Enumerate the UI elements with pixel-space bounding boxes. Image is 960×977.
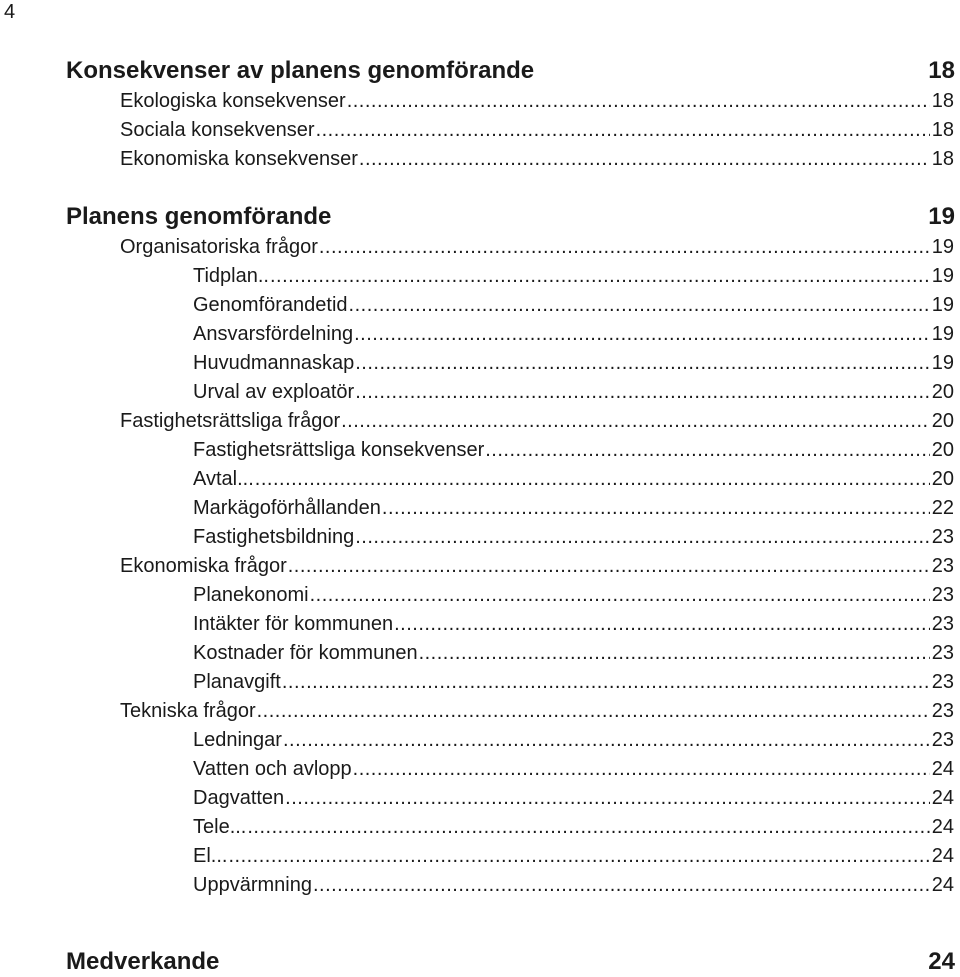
- toc-entry-page: 20: [931, 468, 954, 490]
- toc-entry-label: Planekonomi: [193, 584, 309, 606]
- toc-entry-label: El...: [193, 845, 228, 867]
- toc-entry[interactable]: [120, 697, 954, 726]
- dot-leader: [419, 639, 930, 668]
- toc-entry-page: 18: [931, 119, 954, 141]
- toc-entry[interactable]: [193, 668, 954, 697]
- page-number: 4: [4, 1, 16, 23]
- toc-entry-page: 20: [931, 439, 954, 461]
- dot-leader: [354, 320, 930, 349]
- dot-leader: [353, 755, 930, 784]
- toc-entry[interactable]: [193, 291, 954, 320]
- toc-entry-page: 23: [931, 642, 954, 664]
- dot-leader: [257, 697, 930, 726]
- toc-entry-label: Ekonomiska konsekvenser: [120, 148, 358, 170]
- toc-entry-page: 19: [931, 294, 954, 316]
- dot-leader: [282, 668, 930, 697]
- dot-leader: [355, 523, 930, 552]
- dot-leader: [313, 871, 930, 900]
- toc-entry-page: 23: [931, 700, 954, 722]
- toc-entry[interactable]: [193, 494, 954, 523]
- toc-entry[interactable]: [193, 262, 954, 291]
- dot-leader: [285, 784, 930, 813]
- toc-entry-page: 19: [931, 352, 954, 374]
- toc-entry-page: 24: [931, 874, 954, 896]
- section-page-number: 24: [928, 948, 955, 975]
- toc-entry-page: 22: [931, 497, 954, 519]
- dot-leader: [228, 842, 929, 871]
- toc-entry-label: Tidplan..: [193, 265, 269, 287]
- toc-entry-label: Planavgift: [193, 671, 281, 693]
- dot-leader: [394, 610, 930, 639]
- section-page-number: 18: [928, 57, 955, 84]
- toc-entry-label: Avtal...: [193, 468, 254, 490]
- toc-entry[interactable]: [120, 233, 954, 262]
- dot-leader: [355, 378, 930, 407]
- dot-leader: [485, 436, 930, 465]
- dot-leader: [347, 87, 930, 116]
- toc-entry[interactable]: [193, 871, 954, 900]
- toc-entry-label: Organisatoriska frågor: [120, 236, 318, 258]
- toc-entry-label: Ekologiska konsekvenser: [120, 90, 346, 112]
- toc-entry[interactable]: [193, 842, 954, 871]
- toc-section-heading[interactable]: [66, 202, 955, 232]
- toc-entry-page: 20: [931, 410, 954, 432]
- toc-entry[interactable]: [193, 523, 954, 552]
- toc-entry-label: Dagvatten: [193, 787, 285, 809]
- toc-entry-page: 19: [931, 323, 954, 345]
- toc-entry-label: Tekniska frågor: [120, 700, 256, 722]
- dot-leader: [316, 116, 930, 145]
- section-page-number: 19: [928, 203, 955, 230]
- toc-entry[interactable]: [193, 320, 954, 349]
- dot-leader: [355, 349, 930, 378]
- toc-entry-page: 24: [931, 845, 954, 867]
- dot-leader: [270, 262, 930, 291]
- toc-entry-page: 20: [931, 381, 954, 403]
- toc-entry-label: Fastighetsrättsliga konsekvenser: [193, 439, 485, 461]
- toc-entry-page: 24: [931, 816, 954, 838]
- toc-entry-label: Ledningar: [193, 729, 282, 751]
- toc-entry-label: Fastighetsrättsliga frågor: [120, 410, 341, 432]
- toc-entry-page: 19: [931, 236, 954, 258]
- toc-entry[interactable]: [193, 784, 954, 813]
- toc-entry-page: 23: [931, 729, 954, 751]
- dot-leader: [255, 465, 930, 494]
- dot-leader: [341, 407, 930, 436]
- toc-entry-label: Uppvärmning: [193, 874, 312, 896]
- dot-leader: [349, 291, 930, 320]
- toc-entry-label: Sociala konsekvenser: [120, 119, 315, 141]
- toc-entry-page: 18: [931, 90, 954, 112]
- toc-entry-label: Tele...: [193, 816, 247, 838]
- toc-entry[interactable]: [120, 145, 954, 174]
- toc-section-heading[interactable]: [66, 947, 955, 977]
- toc-entry-page: 24: [931, 758, 954, 780]
- section-title: Medverkande: [66, 948, 220, 975]
- dot-leader: [359, 145, 930, 174]
- toc-section-heading[interactable]: [66, 56, 955, 86]
- toc-entry-label: Markägoförhållanden: [193, 497, 381, 519]
- dot-leader: [247, 813, 929, 842]
- toc-entry-page: 24: [931, 787, 954, 809]
- dot-leader: [288, 552, 930, 581]
- toc-entry-label: Ekonomiska frågor: [120, 555, 287, 577]
- toc-entry-label: Vatten och avlopp: [193, 758, 352, 780]
- toc-entry-page: 23: [931, 584, 954, 606]
- toc-entry[interactable]: [193, 581, 954, 610]
- toc-entry-page: 23: [931, 526, 954, 548]
- toc-entry[interactable]: [120, 116, 954, 145]
- section-title: Planens genomförande: [66, 203, 332, 230]
- section-title: Konsekvenser av planens genomförande: [66, 57, 535, 84]
- toc-entry[interactable]: [193, 378, 954, 407]
- toc-entry[interactable]: [193, 755, 954, 784]
- dot-leader: [283, 726, 930, 755]
- toc-entry[interactable]: [193, 813, 954, 842]
- dot-leader: [382, 494, 930, 523]
- toc-entry-page: 23: [931, 555, 954, 577]
- dot-leader: [310, 581, 930, 610]
- toc-entry-page: 23: [931, 671, 954, 693]
- toc-entry-label: Urval av exploatör: [193, 381, 355, 403]
- toc-entry-label: Fastighetsbildning: [193, 526, 355, 548]
- toc-entry[interactable]: [193, 436, 954, 465]
- toc-entry[interactable]: [193, 349, 954, 378]
- toc-entry[interactable]: [193, 726, 954, 755]
- toc-entry-label: Intäkter för kommunen: [193, 613, 394, 635]
- toc-entry-label: Huvudmannaskap: [193, 352, 355, 374]
- toc-entry[interactable]: [120, 552, 954, 581]
- toc-entry[interactable]: [120, 407, 954, 436]
- toc-entry-page: 18: [931, 148, 954, 170]
- toc-entry-label: Kostnader för kommunen: [193, 642, 418, 664]
- toc-entry-page: 23: [931, 613, 954, 635]
- toc-entry-label: Genomförandetid: [193, 294, 348, 316]
- dot-leader: [319, 233, 930, 262]
- toc-entry[interactable]: [193, 610, 954, 639]
- toc-entry-page: 19: [931, 265, 954, 287]
- toc-entry-label: Ansvarsfördelning: [193, 323, 354, 345]
- toc-entry[interactable]: [193, 639, 954, 668]
- toc-entry[interactable]: [193, 465, 954, 494]
- toc-entry[interactable]: [120, 87, 954, 116]
